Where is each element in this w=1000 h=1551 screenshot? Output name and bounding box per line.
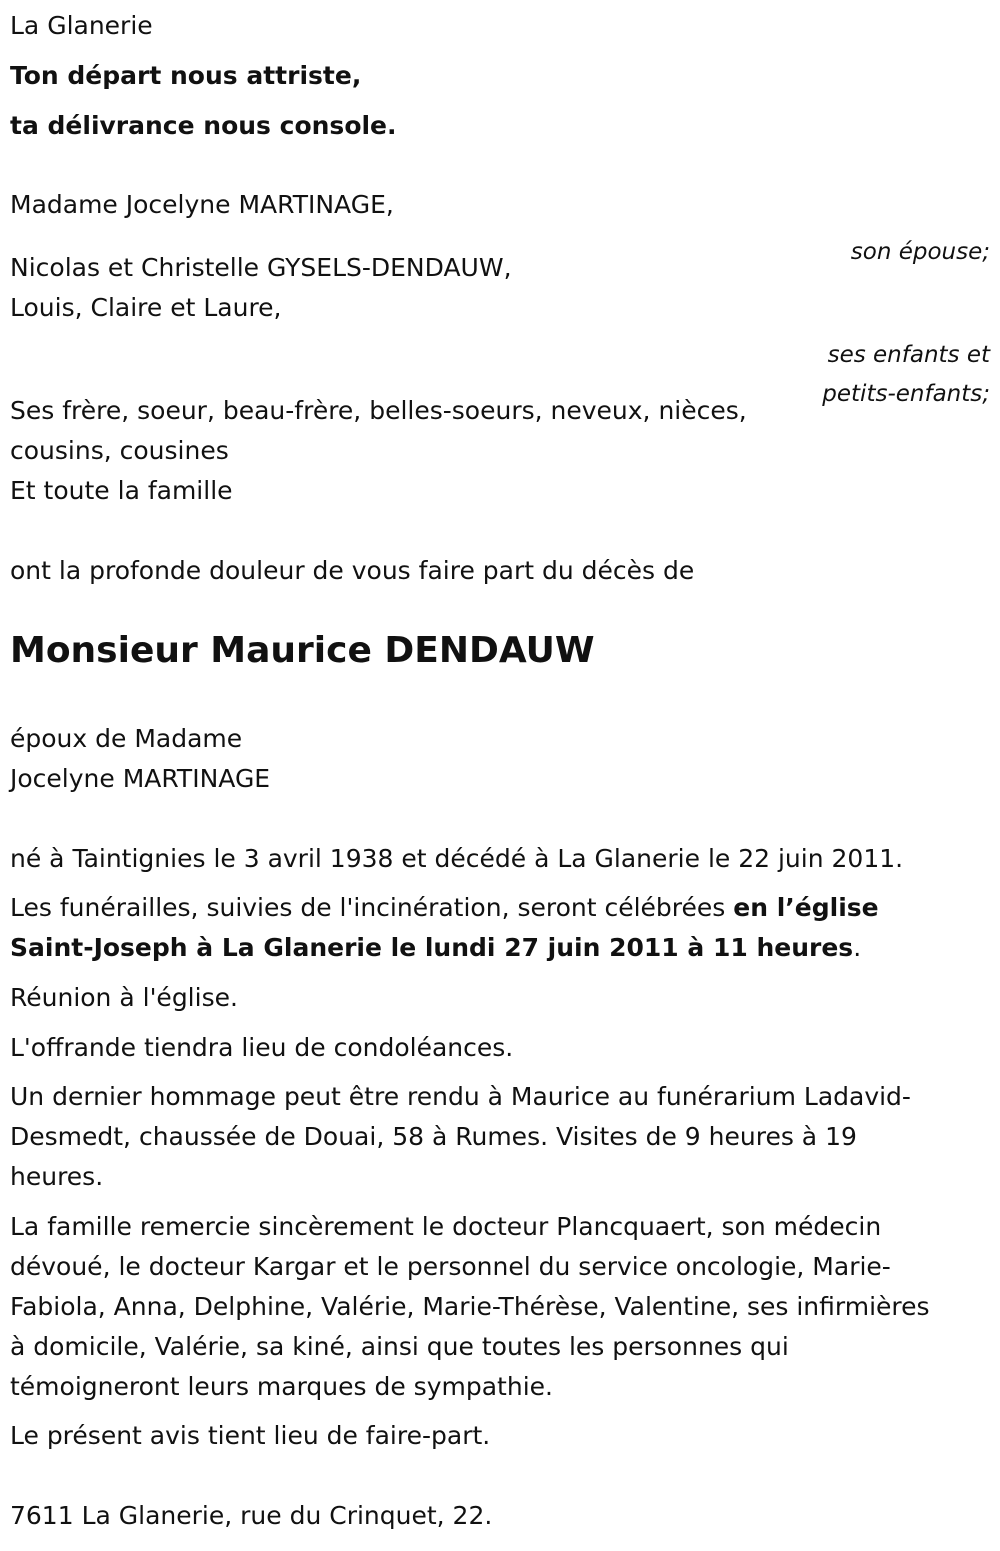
- funeral-intro: Les funérailles, suivies de l'incinération, seront célébrées: [10, 893, 734, 922]
- spouse-of-line-1: époux de Madame: [10, 724, 243, 753]
- funeral-details: Saint-Joseph à La Glanerie le lundi 27 juin 2011 à 11 heures: [10, 933, 854, 962]
- funeral-end: .: [853, 933, 862, 962]
- motto-line-2: ta délivrance nous console.: [10, 111, 397, 140]
- relatives-line-1: Ses frère, soeur, beau-frère, belles-soeurs, neveux, nièces,: [10, 396, 747, 425]
- relatives-line-3: Et toute la famille: [10, 476, 233, 505]
- notice: Le présent avis tient lieu de faire-part.: [10, 1421, 491, 1450]
- children-role-2: petits-enfants;: [822, 381, 990, 407]
- announcement: ont la profonde douleur de vous faire part du décès de: [10, 556, 695, 585]
- motto-line-1: Ton départ nous attriste,: [10, 61, 362, 90]
- tribute-line-3: heures.: [10, 1162, 104, 1191]
- thanks-line-4: à domicile, Valérie, sa kiné, ainsi que toutes les personnes qui: [10, 1332, 789, 1361]
- relatives-line-2: cousins, cousines: [10, 436, 229, 465]
- birth-death: né à Taintignies le 3 avril 1938 et décédé à La Glanerie le 22 juin 2011.: [10, 844, 904, 873]
- thanks-line-5: témoigneront leurs marques de sympathie.: [10, 1372, 553, 1401]
- funeral-line-2: [10, 928, 861, 968]
- meeting: Réunion à l'église.: [10, 983, 238, 1012]
- funeral-church: en l’église: [733, 893, 879, 922]
- children-role-1: ses enfants et: [827, 342, 990, 368]
- spouse-role: son épouse;: [850, 239, 990, 265]
- deceased-name: Monsieur Maurice DENDAUW: [10, 630, 595, 671]
- tribute-line-2: Desmedt, chaussée de Douai, 58 à Rumes. Visites de 9 heures à 19: [10, 1122, 857, 1151]
- funeral-line-1: [10, 888, 879, 928]
- place-heading: La Glanerie: [10, 11, 153, 40]
- spouse-name: Madame Jocelyne MARTINAGE,: [10, 190, 394, 219]
- address: 7611 La Glanerie, rue du Crinquet, 22.: [10, 1501, 493, 1530]
- thanks-line-1: La famille remercie sincèrement le docteur Plancquaert, son médecin: [10, 1212, 882, 1241]
- spouse-of-line-2: Jocelyne MARTINAGE: [10, 764, 271, 793]
- children-line-2: Louis, Claire et Laure,: [10, 293, 282, 322]
- thanks-line-2: dévoué, le docteur Kargar et le personnel du service oncologie, Marie-: [10, 1252, 891, 1281]
- children-line-1: Nicolas et Christelle GYSELS-DENDAUW,: [10, 253, 512, 282]
- thanks-line-3: Fabiola, Anna, Delphine, Valérie, Marie-Thérèse, Valentine, ses infirmières: [10, 1292, 930, 1321]
- tribute-line-1: Un dernier hommage peut être rendu à Maurice au funérarium Ladavid-: [10, 1082, 911, 1111]
- offering: L'offrande tiendra lieu de condoléances.: [10, 1033, 514, 1062]
